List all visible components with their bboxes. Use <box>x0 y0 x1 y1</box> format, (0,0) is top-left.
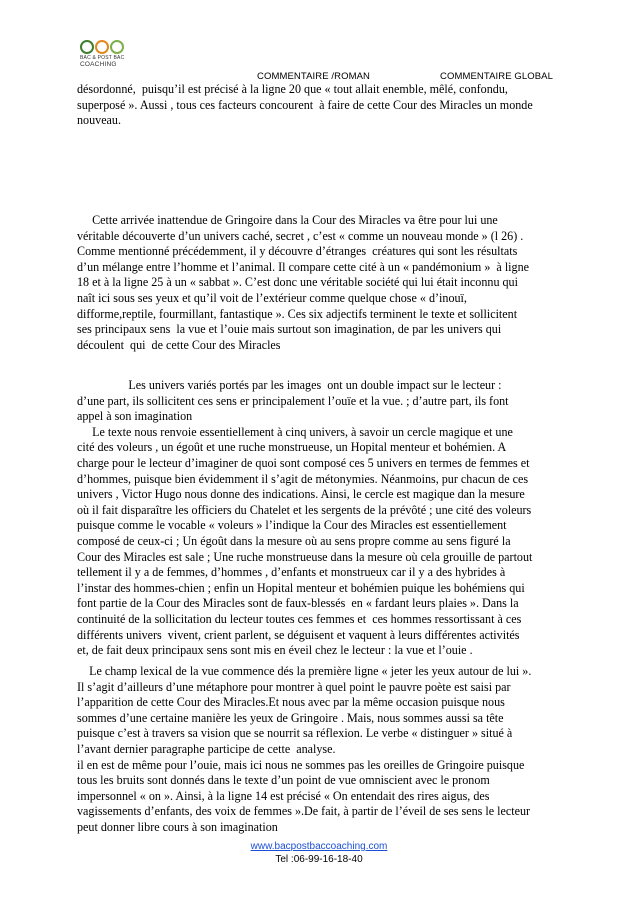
text-line: où il fait disparaître les officiers du Chatelet et les sergents de la prévôté ; une cité des voleurs <box>77 502 532 517</box>
header-left-title: COMMENTAIRE /ROMAN <box>257 71 370 82</box>
text-line: Les univers variés portés par les images ont un double impact sur le lecteur : <box>77 378 502 392</box>
paragraph-block-2 <box>77 213 567 353</box>
logo-circle <box>95 40 109 54</box>
text-line: d’un mélange entre l’homme et l’animal. Il compare cette cité à un « pandémonium » à ligne <box>77 259 530 274</box>
logo-text-line: BAC & POST BAC <box>80 55 125 61</box>
text-line: vagissements d’enfants, des voix de femmes ».De fait, à partir de l’éveil de ses sens le lecteur <box>77 804 531 819</box>
logo-circles <box>80 40 130 54</box>
text-line: appel à son imagination <box>77 409 193 424</box>
text-line: et, de fait deux principaux sens sont mis en éveil chez le lecteur : la vue et l’ouie . <box>77 643 473 658</box>
text-line: continuité de la sollicitation du lecteur toutes ces femmes et ces hommes ressortissant à ces <box>77 611 522 626</box>
text-line: Il s’agit d’ailleurs d’une métaphore pour montrer à quel point le pauvre poète est saisi par <box>77 679 511 694</box>
text-line: naît ici sous ses yeux et qu’il voit de l’extérieur comme quelque chose « d’inouï, <box>77 290 467 305</box>
logo-circle <box>80 40 94 54</box>
text-line: 18 et à la ligne 25 à un « sabbat ». C’est donc une véritable société qui lui était inconnu qui <box>77 275 518 290</box>
logo-text <box>80 56 130 68</box>
text-line: Le champ lexical de la vue commence dés la première ligne « jeter les yeux autour de lui ». <box>77 664 532 678</box>
text-line: l’avant dernier paragraphe participe de cette analyse. <box>77 741 336 756</box>
text-line: superposé ». Aussi , tous ces facteurs concourent à faire de cette Cour des Miracles un monde <box>77 97 533 112</box>
phone-number: Tel :06-99-16-18-40 <box>275 854 363 865</box>
text-line: véritable découverte d’un univers caché, secret , c’est « comme un nouveau monde » (l 26) . <box>77 228 524 243</box>
text-line: il en est de même pour l’ouie, mais ici nous ne sommes pas les oreilles de Gringoire puisque <box>77 757 525 772</box>
text-line: difforme,reptile, fourmillant, fantastique ». Ces six adjectifs terminent le texte et sollicitent <box>77 306 518 321</box>
text-line: tous les bruits sont donnés dans le texte d’un point de vue omniscient avec le pronom <box>77 773 490 788</box>
text-line: l’apparition de cette Cour des Miracles.Et nous avec par la même occasion puisque nous <box>77 695 505 710</box>
text-line: peut donner libre cours à son imagination <box>77 819 278 834</box>
paragraph-block-3 <box>77 378 567 659</box>
text-line: Le texte nous renvoie essentiellement à cinq univers, à savoir un cercle magique et une <box>77 424 513 439</box>
text-line: découlent qui de cette Cour des Miracles <box>77 337 281 352</box>
text-line: d’une part, ils sollicitent ces sens er principalement l’ouïe et la vue. ; d’autre part, ils font <box>77 393 509 408</box>
header-right-title: COMMENTAIRE GLOBAL <box>440 71 554 82</box>
text-line: Comme mentionné précédemment, il y découvre d’étranges créatures qui sont les résultats <box>77 244 518 259</box>
text-line: font partie de la Cour des Miracles sont de faux-blessés en « fardant leurs plaies ». Dans la <box>77 596 519 611</box>
text-line: Cette arrivée inattendue de Gringoire dans la Cour des Miracles va être pour lui une <box>77 213 498 227</box>
text-line: désordonné, puisqu’il est précisé à la ligne 20 que « tout allait enemble, mêlé, confondu, <box>77 82 508 96</box>
website-link[interactable]: www.bacpostbaccoaching.com <box>250 841 388 852</box>
text-line: puisque c’est à travers sa vision que se nourrit sa réflexion. Le verbe « distinguer » situé à <box>77 726 513 741</box>
footer <box>0 840 638 866</box>
paragraph-block-4 <box>77 664 567 836</box>
text-line: nouveau. <box>77 113 121 128</box>
text-line: puisque comme le vocable « voleurs » l’indique la Cour des Miracles est essentiellement <box>77 518 507 533</box>
text-line: ses principaux sens la vue et l’ouie mais surtout son imagination, de par les univers qui <box>77 322 502 337</box>
text-line: sommes d’une certaine manière les yeux de Gringoire . Mais, nous sommes aussi sa tête <box>77 710 504 725</box>
text-line: composé de ceux-ci ; Un égoût dans la mesure où au sens propre comme au sens figuré la <box>77 533 511 548</box>
text-line: impersonnel « on ». Ainsi, à la ligne 14 est précisé « On entendait des rires aigus, des <box>77 788 490 803</box>
text-line: cité des voleurs , un égoût et une ruche monstrueuse, un Hopital menteur et bohémien. A <box>77 440 507 455</box>
text-line: d’hommes, puisque bien évidemment il s’agit de métonymies. Néanmoins, pur chacun de ces <box>77 471 529 486</box>
company-logo <box>80 40 130 78</box>
paragraph-block-1 <box>77 82 567 129</box>
logo-text-line: COACHING <box>80 61 117 68</box>
text-line: charge pour le lecteur d’imaginer de quoi sont composé ces 5 univers en termes de femmes et <box>77 455 530 470</box>
text-line: Cour des Miracles est sale ; Une ruche monstrueuse dans la mesure où cela grouille de partout <box>77 549 533 564</box>
text-line: tellement il y a de femmes, d’hommes , d’enfants et monstrueux car il y a des hybrides à <box>77 565 506 580</box>
text-line: l’instar des hommes-chien ; enfin un Hopital menteur et bohémien puique les bohémiens qui <box>77 580 525 595</box>
logo-circle <box>110 40 124 54</box>
text-line: différents univers vivent, crient parlent, se déguisent et vaquent à leurs différentes activités <box>77 627 520 642</box>
text-line: univers , Victor Hugo nous donne des indications. Ainsi, le cercle est magique dan la mesure <box>77 487 525 502</box>
